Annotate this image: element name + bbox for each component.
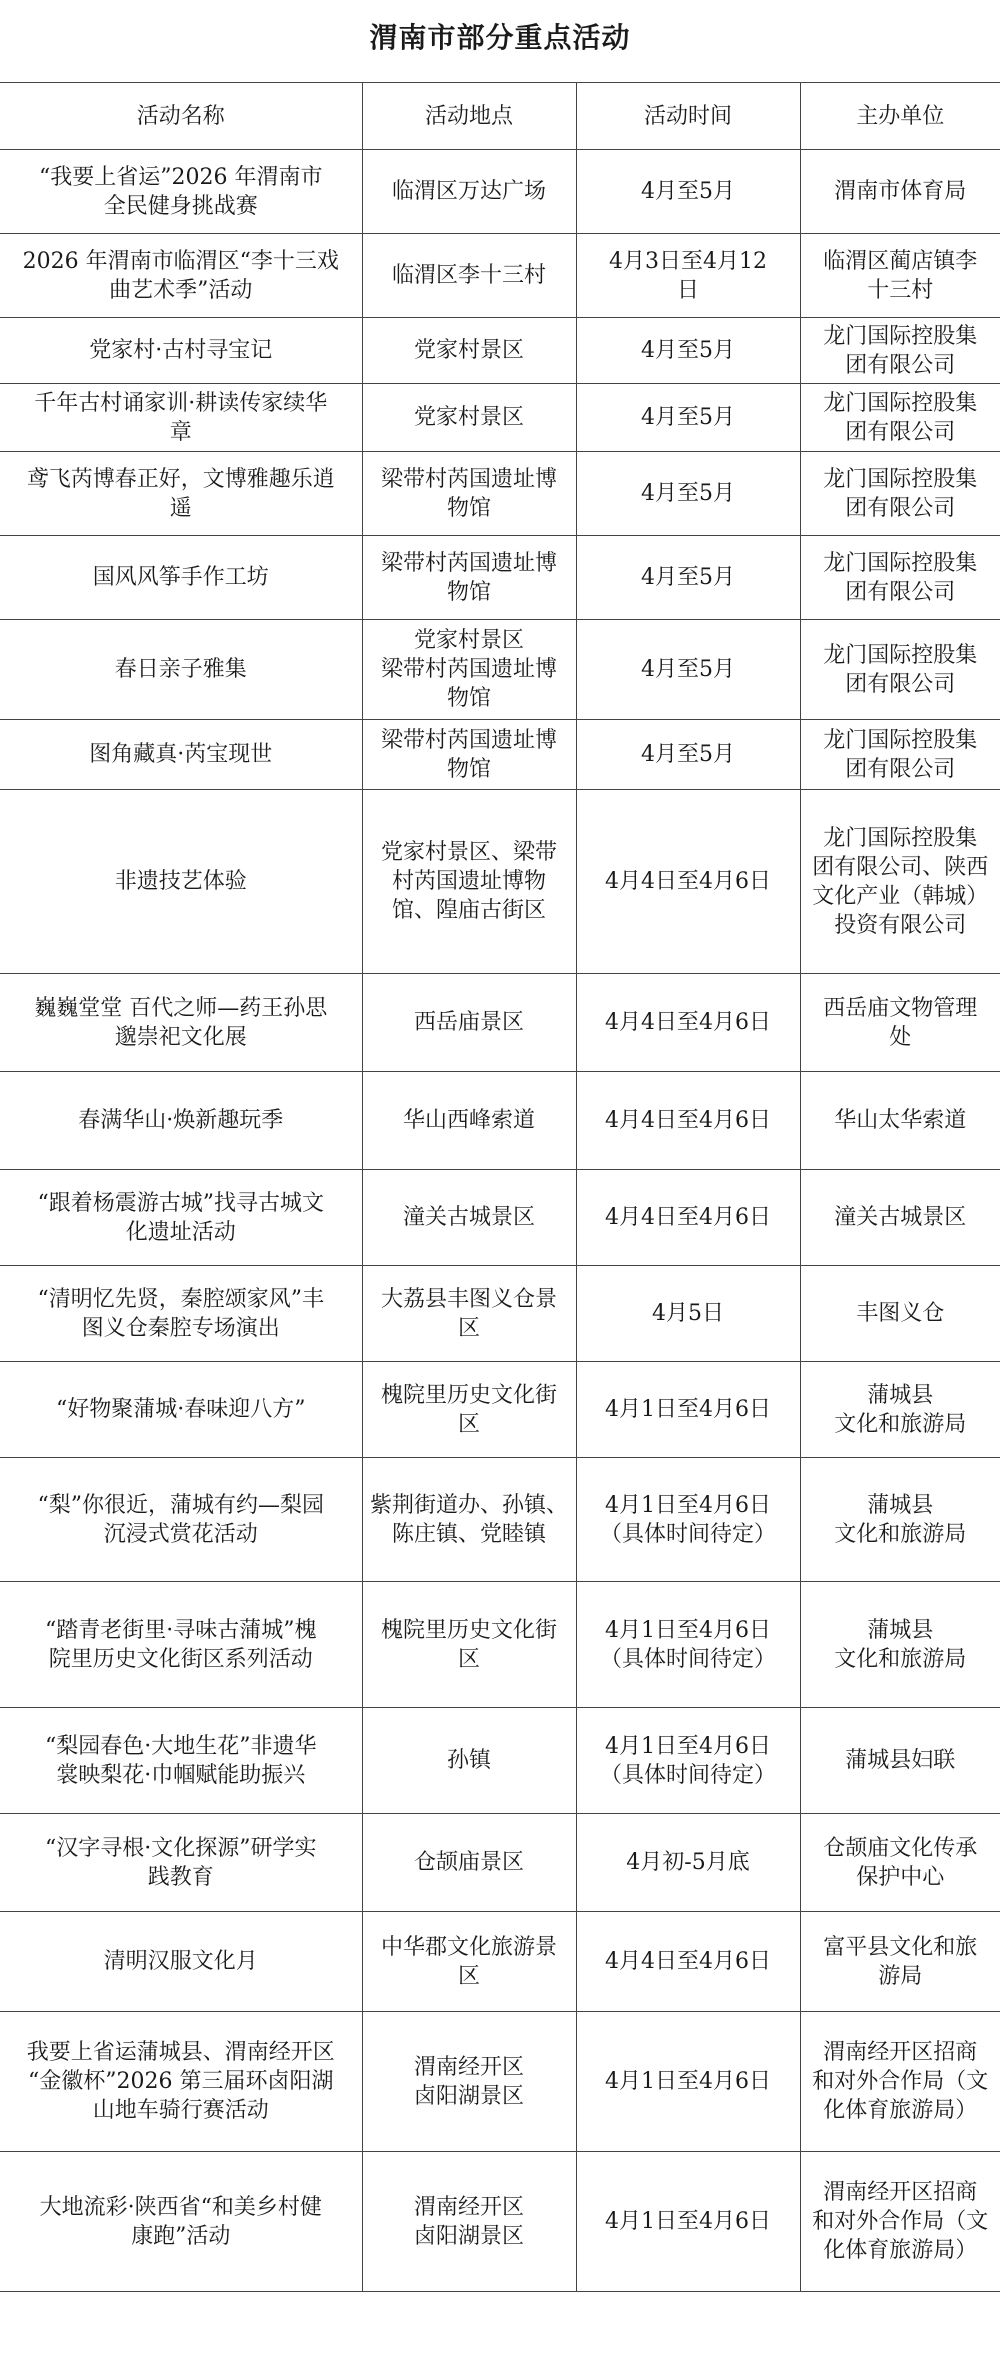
cell-activity-time: 4月3日至4月12 日: [576, 234, 800, 318]
table-row: [0, 1582, 1000, 1708]
cell-activity-location: 大荔县丰图义仓景 区: [362, 1266, 576, 1362]
cell-activity-name: 春满华山·焕新趣玩季: [0, 1072, 362, 1170]
cell-activity-name: “踏青老街里·寻味古蒲城”槐 院里历史文化街区系列活动: [0, 1582, 362, 1708]
table-row: [0, 1362, 1000, 1458]
cell-activity-name: “跟着杨震游古城”找寻古城文 化遗址活动: [0, 1170, 362, 1266]
cell-organizer: 龙门国际控股集 团有限公司: [800, 536, 1000, 620]
cell-activity-time: 4月4日至4月6日: [576, 790, 800, 974]
cell-activity-name: 千年古村诵家训·耕读传家续华 章: [0, 384, 362, 452]
activities-table: [0, 82, 1000, 2292]
cell-activity-location: 渭南经开区 卤阳湖景区: [362, 2012, 576, 2152]
table-row: [0, 974, 1000, 1072]
cell-activity-location: 渭南经开区 卤阳湖景区: [362, 2152, 576, 2292]
cell-activity-name: 国风风筝手作工坊: [0, 536, 362, 620]
table-row: [0, 1072, 1000, 1170]
cell-activity-time: 4月1日至4月6日 （具体时间待定）: [576, 1582, 800, 1708]
cell-activity-name: “好物聚蒲城·春味迎八方”: [0, 1362, 362, 1458]
table-row: [0, 1458, 1000, 1582]
cell-activity-location: 临渭区李十三村: [362, 234, 576, 318]
cell-activity-time: 4月4日至4月6日: [576, 1912, 800, 2012]
cell-organizer: 龙门国际控股集 团有限公司: [800, 452, 1000, 536]
table-row: [0, 620, 1000, 720]
cell-activity-location: 党家村景区 梁带村芮国遗址博 物馆: [362, 620, 576, 720]
cell-organizer: 蒲城县 文化和旅游局: [800, 1362, 1000, 1458]
cell-activity-time: 4月1日至4月6日 （具体时间待定）: [576, 1708, 800, 1814]
cell-organizer: 蒲城县 文化和旅游局: [800, 1458, 1000, 1582]
cell-activity-time: 4月4日至4月6日: [576, 1072, 800, 1170]
cell-organizer: 富平县文化和旅 游局: [800, 1912, 1000, 2012]
cell-activity-location: 槐院里历史文化街 区: [362, 1362, 576, 1458]
cell-activity-name: “梨园春色·大地生花”非遗华 裳映梨花·巾帼赋能助振兴: [0, 1708, 362, 1814]
table-row: [0, 452, 1000, 536]
cell-activity-location: 紫荆街道办、孙镇、 陈庄镇、党睦镇: [362, 1458, 576, 1582]
cell-activity-time: 4月至5月: [576, 318, 800, 384]
table-row: [0, 1266, 1000, 1362]
cell-activity-name: “我要上省运”2026 年渭南市 全民健身挑战赛: [0, 150, 362, 234]
table-header-row: [0, 83, 1000, 150]
cell-activity-time: 4月至5月: [576, 452, 800, 536]
cell-activity-location: 梁带村芮国遗址博 物馆: [362, 720, 576, 790]
cell-activity-time: 4月至5月: [576, 620, 800, 720]
cell-organizer: 渭南经开区招商 和对外合作局（文 化体育旅游局）: [800, 2152, 1000, 2292]
cell-organizer: 临渭区蔺店镇李 十三村: [800, 234, 1000, 318]
cell-activity-time: 4月1日至4月6日: [576, 2152, 800, 2292]
cell-organizer: 龙门国际控股集 团有限公司: [800, 720, 1000, 790]
cell-activity-location: 梁带村芮国遗址博 物馆: [362, 452, 576, 536]
header-activity-name: 活动名称: [0, 83, 362, 150]
cell-organizer: 蒲城县 文化和旅游局: [800, 1582, 1000, 1708]
cell-activity-location: 党家村景区: [362, 384, 576, 452]
cell-activity-time: 4月4日至4月6日: [576, 1170, 800, 1266]
table-row: [0, 318, 1000, 384]
cell-organizer: 渭南经开区招商 和对外合作局（文 化体育旅游局）: [800, 2012, 1000, 2152]
cell-activity-name: 2026 年渭南市临渭区“李十三戏 曲艺术季”活动: [0, 234, 362, 318]
cell-activity-location: 中华郡文化旅游景 区: [362, 1912, 576, 2012]
cell-activity-name: 鸢飞芮博春正好，文博雅趣乐逍 遥: [0, 452, 362, 536]
cell-activity-time: 4月至5月: [576, 536, 800, 620]
cell-organizer: 西岳庙文物管理 处: [800, 974, 1000, 1072]
table-row: [0, 384, 1000, 452]
cell-activity-name: 大地流彩·陕西省“和美乡村健 康跑”活动: [0, 2152, 362, 2292]
cell-activity-location: 党家村景区: [362, 318, 576, 384]
cell-activity-location: 临渭区万达广场: [362, 150, 576, 234]
cell-activity-location: 西岳庙景区: [362, 974, 576, 1072]
cell-activity-name: 清明汉服文化月: [0, 1912, 362, 2012]
cell-activity-time: 4月1日至4月6日 （具体时间待定）: [576, 1458, 800, 1582]
cell-activity-name: 我要上省运蒲城县、渭南经开区 “金徽杯”2026 第三届环卤阳湖 山地车骑行赛活动: [0, 2012, 362, 2152]
cell-activity-time: 4月1日至4月6日: [576, 1362, 800, 1458]
cell-activity-name: “清明忆先贤，秦腔颂家风”丰 图义仓秦腔专场演出: [0, 1266, 362, 1362]
cell-activity-name: “梨”你很近，蒲城有约—梨园 沉浸式赏花活动: [0, 1458, 362, 1582]
cell-activity-time: 4月初-5月底: [576, 1814, 800, 1912]
cell-activity-location: 梁带村芮国遗址博 物馆: [362, 536, 576, 620]
cell-activity-time: 4月4日至4月6日: [576, 974, 800, 1072]
cell-organizer: 龙门国际控股集 团有限公司、陕西 文化产业（韩城） 投资有限公司: [800, 790, 1000, 974]
cell-activity-time: 4月1日至4月6日: [576, 2012, 800, 2152]
table-row: [0, 234, 1000, 318]
table-row: [0, 150, 1000, 234]
cell-organizer: 龙门国际控股集 团有限公司: [800, 318, 1000, 384]
cell-activity-name: 巍巍堂堂 百代之师—药王孙思 邈崇祀文化展: [0, 974, 362, 1072]
cell-organizer: 渭南市体育局: [800, 150, 1000, 234]
cell-activity-name: 春日亲子雅集: [0, 620, 362, 720]
table-row: [0, 1912, 1000, 2012]
header-activity-location: 活动地点: [362, 83, 576, 150]
table-row: [0, 1814, 1000, 1912]
table-row: [0, 2152, 1000, 2292]
table-row: [0, 536, 1000, 620]
cell-activity-location: 华山西峰索道: [362, 1072, 576, 1170]
cell-organizer: 潼关古城景区: [800, 1170, 1000, 1266]
cell-activity-name: “汉字寻根·文化探源”研学实 践教育: [0, 1814, 362, 1912]
cell-activity-location: 党家村景区、梁带 村芮国遗址博物 馆、隍庙古街区: [362, 790, 576, 974]
cell-activity-time: 4月至5月: [576, 150, 800, 234]
table-row: [0, 1170, 1000, 1266]
cell-activity-location: 仓颉庙景区: [362, 1814, 576, 1912]
header-activity-time: 活动时间: [576, 83, 800, 150]
cell-organizer: 华山太华索道: [800, 1072, 1000, 1170]
table-row: [0, 1708, 1000, 1814]
cell-organizer: 龙门国际控股集 团有限公司: [800, 620, 1000, 720]
header-organizer: 主办单位: [800, 83, 1000, 150]
cell-activity-name: 图角藏真·芮宝现世: [0, 720, 362, 790]
table-row: [0, 720, 1000, 790]
cell-organizer: 蒲城县妇联: [800, 1708, 1000, 1814]
page-title: 渭南市部分重点活动: [369, 21, 631, 54]
cell-activity-location: 槐院里历史文化街 区: [362, 1582, 576, 1708]
table-row: [0, 790, 1000, 974]
cell-activity-time: 4月5日: [576, 1266, 800, 1362]
cell-activity-name: 非遗技艺体验: [0, 790, 362, 974]
cell-organizer: 仓颉庙文化传承 保护中心: [800, 1814, 1000, 1912]
table-row: [0, 2012, 1000, 2152]
cell-activity-name: 党家村·古村寻宝记: [0, 318, 362, 384]
cell-organizer: 丰图义仓: [800, 1266, 1000, 1362]
cell-activity-time: 4月至5月: [576, 384, 800, 452]
cell-activity-location: 孙镇: [362, 1708, 576, 1814]
cell-activity-location: 潼关古城景区: [362, 1170, 576, 1266]
cell-activity-time: 4月至5月: [576, 720, 800, 790]
cell-organizer: 龙门国际控股集 团有限公司: [800, 384, 1000, 452]
